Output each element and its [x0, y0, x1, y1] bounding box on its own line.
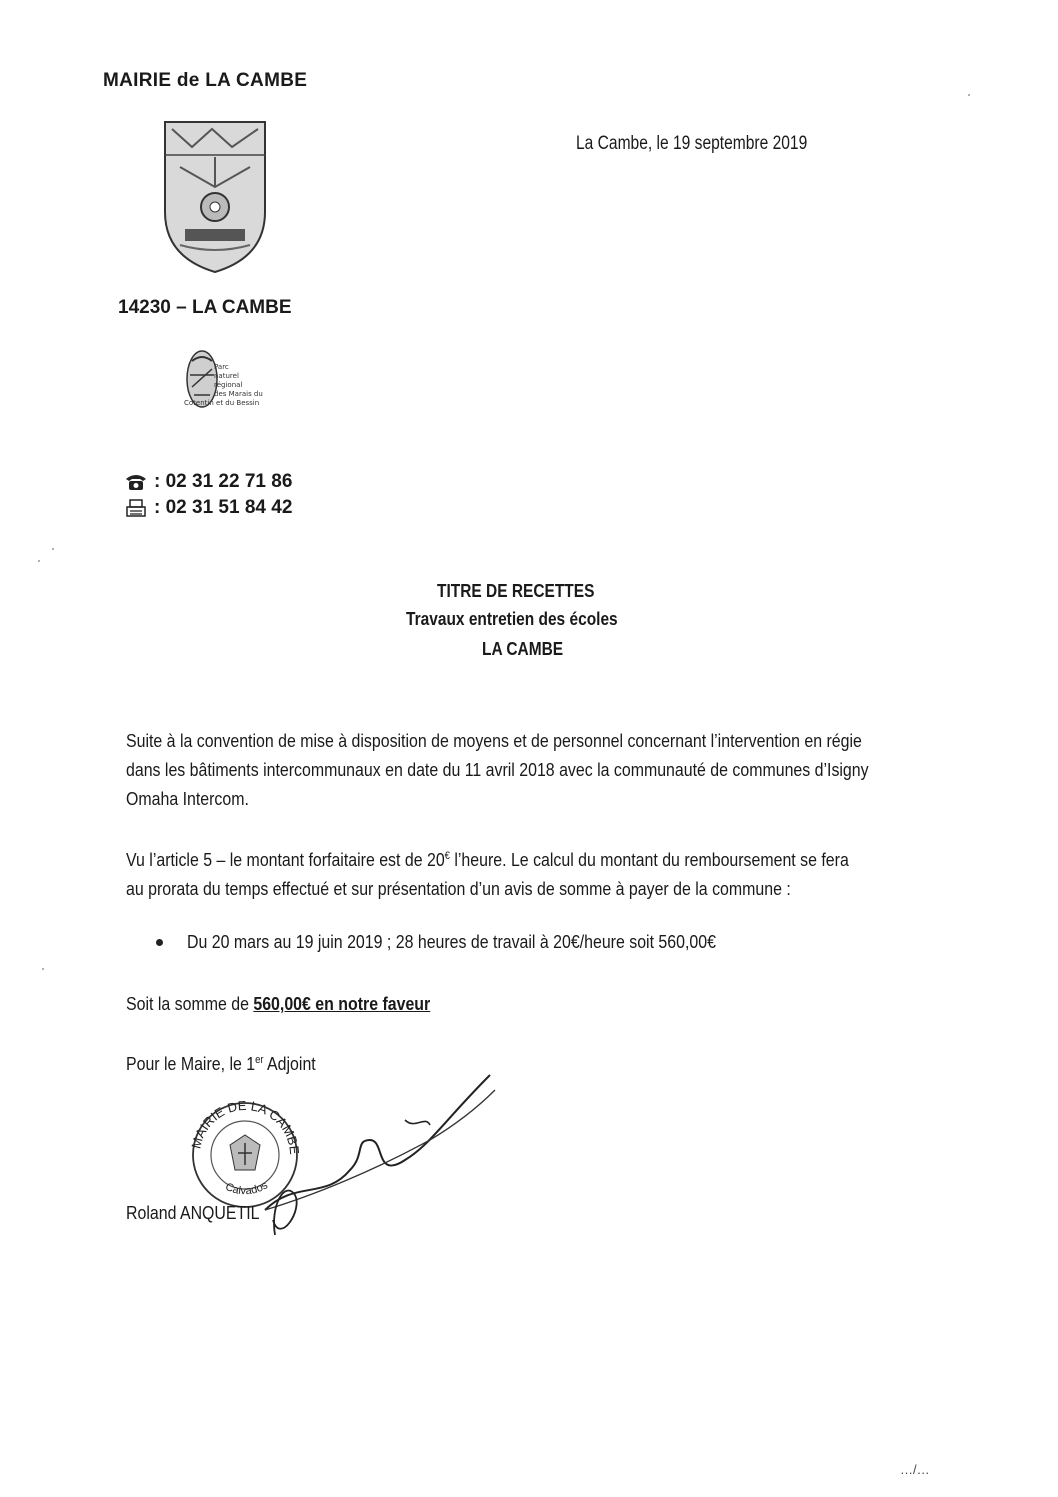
paragraph-line: Omaha Intercom. [126, 788, 249, 809]
stamp-text: MAIRIE DE LA CAMBE [188, 1097, 303, 1156]
telephone-icon [124, 473, 148, 491]
paragraph-article [126, 842, 946, 903]
phone-line [124, 471, 292, 493]
document-location [0, 639, 1058, 660]
mairie-title: MAIRIE de LA CAMBE [103, 70, 308, 91]
paragraph-line: dans les bâtiments intercommunaux en date du 11 avril 2018 avec la communauté de communes d’Isigny [126, 759, 869, 780]
euro-superscript: € [444, 850, 450, 862]
parc-logo-text-line: Cotentin et du Bessin [184, 399, 260, 407]
stamp-bottom-text: Calvados [223, 1179, 270, 1198]
bullet-dot [156, 939, 163, 946]
scan-speck [42, 968, 44, 970]
signer-name-text: Roland ANQUETIL [126, 1202, 260, 1223]
parc-logo-text-line: des Marais du [214, 390, 263, 398]
parc-logo-text-line: Parc [214, 363, 229, 371]
ordinal-superscript: er [255, 1053, 264, 1066]
scan-speck [968, 94, 970, 96]
title-line-3: LA CAMBE [481, 639, 563, 659]
paragraph-convention [126, 726, 946, 813]
title-line-2: Travaux entretien des écoles [405, 609, 618, 629]
date-line: La Cambe, le 19 septembre 2019 [576, 133, 808, 154]
title-line-1: TITRE DE RECETTES [437, 581, 595, 601]
postal-address: 14230 – LA CAMBE [118, 297, 292, 318]
sum-line [126, 993, 480, 1015]
phone-number: : 02 31 22 71 86 [154, 471, 293, 492]
document-title [0, 581, 1058, 602]
bullet-item [156, 931, 802, 953]
signer-name [126, 1202, 281, 1224]
parc-logo-text-line: naturel [214, 372, 239, 380]
sum-amount: 560,00€ en notre faveur [253, 993, 431, 1014]
fax-number: : 02 31 51 84 42 [154, 497, 293, 518]
fax-line [124, 497, 292, 519]
bullet-text: Du 20 mars au 19 juin 2019 ; 28 heures de travail à 20€/heure soit 560,00€ [187, 931, 716, 952]
handwritten-signature [255, 1060, 515, 1260]
paragraph-text: Vu l’article 5 – le montant forfaitaire est de 20 [126, 849, 445, 871]
paragraph-text: l’heure. Le calcul du montant du remboursement se fera [449, 849, 849, 871]
sum-prefix: Soit la somme de [126, 993, 254, 1014]
parc-logo-text [184, 363, 263, 408]
paragraph-line: Suite à la convention de mise à disposition de moyens et de personnel concernant l’intervention en régie [126, 730, 862, 751]
scan-speck [52, 548, 54, 550]
signature-label-text: Pour le Maire, le 1 [126, 1053, 256, 1074]
scan-speck [38, 560, 40, 562]
fax-icon [124, 499, 148, 517]
signature-label-text: Adjoint [263, 1053, 316, 1074]
coat-of-arms-icon [160, 117, 270, 277]
document-subtitle [0, 609, 1058, 630]
paragraph-line: au prorata du temps effectué et sur présentation d’un avis de somme à payer de la commune : [126, 878, 791, 900]
parc-logo-text-line: régional [214, 381, 243, 389]
page-continuation: …/… [900, 1462, 930, 1477]
